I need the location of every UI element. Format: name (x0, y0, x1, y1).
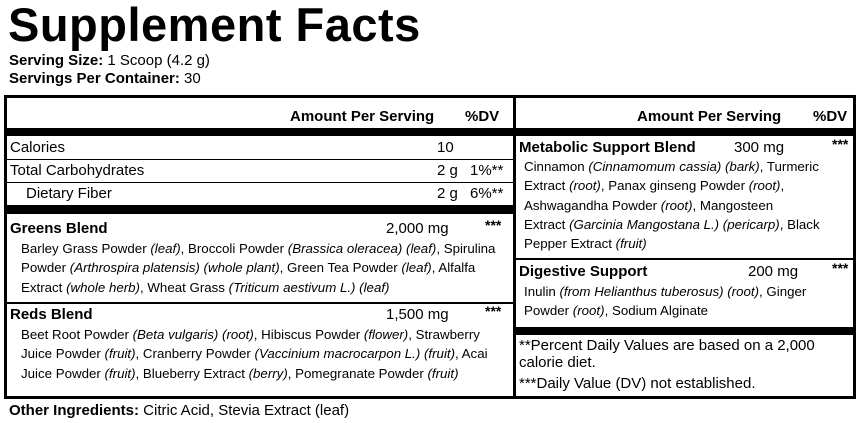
ingredient-text: Inulin (524, 284, 560, 299)
ingredient-text: Powder (21, 260, 70, 276)
ingredient-text: Juice Powder (21, 346, 105, 362)
ingredient-line (524, 157, 819, 176)
servings-per-container-value: 30 (179, 70, 201, 87)
ingredient-text: , Cranberry Powder (135, 346, 255, 362)
reds-blend-name: Reds Blend (10, 306, 93, 323)
row-divider (7, 182, 513, 183)
nutrient-amount-fiber: 2 g (437, 185, 458, 202)
ingredient-text: Powder (524, 303, 573, 319)
panel-title: Supplement Facts (8, 0, 421, 51)
metabolic-blend-name: Metabolic Support Blend (519, 139, 696, 156)
ingredient-text: , Blueberry Extract (135, 365, 249, 381)
ingredient-detail: (root) (572, 303, 605, 319)
ingredient-detail: (fruit) (615, 236, 647, 252)
ingredient-detail: (root) (660, 197, 693, 213)
facts-table (4, 95, 856, 399)
ingredient-line (524, 234, 647, 253)
ingredient-detail: (root) (748, 178, 781, 194)
column-divider (513, 98, 516, 396)
ingredient-text: , Alfalfa (431, 260, 476, 276)
ingredient-text: , Acai (455, 346, 488, 362)
digestive-support-name: Digestive Support (519, 263, 648, 280)
ingredient-text: Ashwagandha Powder (524, 197, 661, 213)
ingredient-detail: (leaf) (401, 260, 432, 276)
ingredient-line (524, 215, 820, 234)
metabolic-blend-amount: 300 mg (734, 139, 785, 156)
greens-blend-dv: *** (485, 217, 502, 233)
row-divider (7, 159, 513, 160)
ingredient-text: , Wheat Grass (139, 279, 229, 295)
ingredient-text: Beet Root Powder (21, 327, 133, 342)
servings-per-container-label: Servings Per Container: (9, 70, 180, 87)
ingredient-text: , Turmeric (759, 159, 819, 174)
ingredient-line (21, 258, 475, 277)
left-header-amount: Amount Per Serving (290, 108, 435, 125)
serving-size-value: 1 Scoop (4.2 g) (103, 52, 210, 69)
serving-size (9, 53, 210, 69)
ingredient-text: , Hibiscus Powder (253, 327, 364, 342)
right-header-dv: %DV (813, 108, 848, 125)
row-divider (516, 258, 856, 260)
ingredient-text: , Spirulina (436, 241, 496, 256)
ingredient-text: , (780, 178, 785, 194)
ingredient-text: , Sodium Alginate (604, 303, 709, 319)
ingredient-line (524, 176, 784, 195)
ingredient-line (21, 364, 459, 383)
ingredient-detail: (Triticum aestivum L.) (leaf) (228, 279, 390, 295)
ingredient-detail: (flower) (363, 327, 409, 342)
nutrient-name-fiber: Dietary Fiber (26, 185, 112, 202)
ingredient-line (524, 282, 806, 301)
ingredient-text: , Panax ginseng Powder (600, 178, 749, 194)
ingredient-text: Pepper Extract (524, 236, 616, 252)
digestive-support-dv: *** (832, 260, 849, 276)
right-header-rule (516, 128, 856, 136)
ingredient-detail: (fruit) (427, 365, 459, 381)
footnote-rule (516, 327, 856, 335)
ingredient-text: , Strawberry (408, 327, 480, 342)
nutrient-name-calories: Calories (10, 139, 66, 156)
ingredient-detail: (Garcinia Mangostana L.) (pericarp) (569, 216, 780, 232)
ingredient-text: Cinnamon (524, 159, 589, 174)
ingredient-line (524, 196, 773, 215)
ingredient-detail: (Cinnamomum cassia) (bark) (588, 159, 760, 174)
ingredient-text: Extract (21, 279, 67, 295)
left-header-dv: %DV (465, 108, 500, 125)
ingredient-text: Extract (524, 216, 570, 232)
right-header-amount: Amount Per Serving (637, 108, 782, 125)
nutrient-amount-carbs: 2 g (437, 162, 458, 179)
ingredient-line (21, 239, 495, 258)
ingredient-text: Extract (524, 178, 570, 194)
section-rule (7, 205, 513, 214)
ingredient-text: , Green Tea Powder (279, 260, 402, 276)
serving-size-label: Serving Size: (9, 52, 104, 69)
greens-blend-amount: 2,000 mg (386, 220, 449, 237)
nutrient-dv-fiber: 6%** (470, 185, 504, 202)
nutrient-dv-carbs: 1%** (470, 162, 504, 179)
ingredient-detail: (root) (569, 178, 601, 194)
ingredient-text: , Black (779, 216, 820, 232)
ingredient-line (21, 325, 480, 344)
metabolic-blend-dv: *** (832, 136, 849, 152)
nutrient-amount-calories: 10 (437, 139, 454, 156)
ingredient-detail: (from Helianthus tuberosus) (root) (559, 284, 760, 299)
ingredient-line (524, 301, 708, 320)
footnote-percent-dv: **Percent Daily Values are based on a 2,000 (519, 337, 815, 354)
other-ingredients (9, 402, 349, 420)
ingredient-detail: (leaf) (150, 241, 181, 256)
ingredient-line (21, 344, 488, 363)
ingredient-detail: (whole herb) (66, 279, 140, 295)
ingredient-line (21, 278, 389, 297)
ingredient-text: Barley Grass Powder (21, 241, 151, 256)
nutrient-name-carbs: Total Carbohydrates (10, 162, 145, 179)
ingredient-detail: (fruit) (104, 346, 136, 362)
ingredient-text: Juice Powder (21, 365, 105, 381)
digestive-support-amount: 200 mg (748, 263, 799, 280)
footnote-dv-not-established: ***Daily Value (DV) not established. (519, 375, 756, 392)
left-header-rule (7, 128, 513, 136)
ingredient-detail: (fruit) (104, 365, 136, 381)
other-ingredients-label: Other Ingredients: (9, 402, 140, 419)
ingredient-detail: (Brassica oleracea) (leaf) (287, 241, 437, 256)
ingredient-detail: (Beta vulgaris) (root) (132, 327, 254, 342)
ingredient-text: , Ginger (759, 284, 807, 299)
ingredient-detail: (Vaccinium macrocarpon L.) (fruit) (254, 346, 456, 362)
ingredient-detail: (berry) (248, 365, 288, 381)
footnote-calorie-diet: calorie diet. (519, 354, 596, 371)
ingredient-text: , Broccoli Powder (180, 241, 288, 256)
greens-blend-name: Greens Blend (10, 220, 108, 237)
row-divider (7, 302, 513, 304)
servings-per-container (9, 71, 201, 87)
ingredient-detail: (Arthrospira platensis) (whole plant) (69, 260, 280, 276)
other-ingredients-value: Citric Acid, Stevia Extract (leaf) (139, 402, 350, 419)
reds-blend-amount: 1,500 mg (386, 306, 449, 323)
ingredient-text: , Mangosteen (692, 197, 774, 213)
ingredient-text: , Pomegranate Powder (287, 365, 428, 381)
reds-blend-dv: *** (485, 303, 502, 319)
